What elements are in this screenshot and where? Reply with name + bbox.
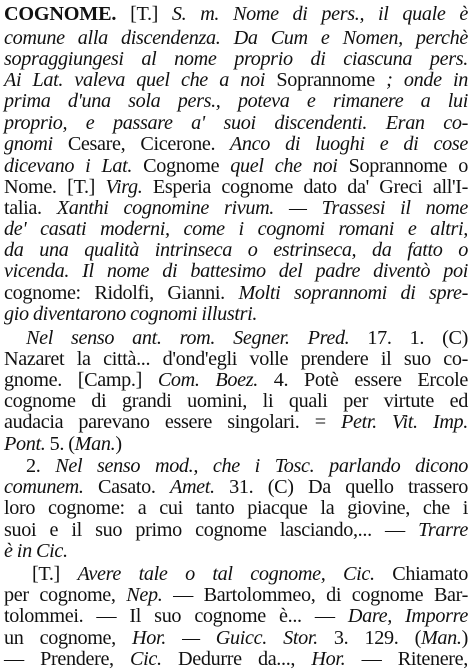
- text-run: Trarre: [418, 519, 468, 541]
- text-run: [T.]: [32, 563, 78, 585]
- text-line: [4, 89, 468, 113]
- text-line: [4, 604, 468, 628]
- text-run: — Bartolommeo, di cognome Bar-: [162, 584, 469, 606]
- text-run: — Ritenere,: [345, 648, 468, 670]
- text-run: gnome. [Camp.]: [4, 369, 158, 391]
- text-line: [4, 410, 468, 434]
- text-run: [T.]: [116, 3, 172, 25]
- text-run: Nome. [T.]: [4, 176, 106, 198]
- text-run: è in Cic.: [4, 540, 68, 562]
- text-run: Xanthi cognomine rivum. — Trassesi il nome: [56, 197, 468, 219]
- text-run: Soprannome: [276, 69, 375, 91]
- text-run: Nel senso mod., che i Tosc. parlando dicono: [55, 455, 468, 477]
- text-run: Nep.: [126, 584, 163, 606]
- text-run: Man.: [74, 433, 116, 455]
- text-run: Com. Boez.: [157, 369, 258, 391]
- text-run: quel che noi: [219, 155, 349, 177]
- text-line: [4, 259, 468, 283]
- text-run: Molti soprannomi di spre-: [238, 282, 469, 304]
- text-run: dicevano i Lat.: [4, 155, 144, 177]
- text-run: da una qualità intrinseca o estrinseca, da fatto o: [4, 239, 468, 261]
- text-run: Anco di luoghi e di cose: [215, 133, 468, 155]
- headword: COGNOME.: [4, 3, 117, 25]
- text-run: Virg.: [105, 176, 143, 198]
- text-run: Nel senso ant. rom. Segner. Pred.: [26, 327, 350, 349]
- text-run: Hor.: [311, 648, 346, 670]
- text-line: [4, 496, 468, 520]
- text-run: talia.: [4, 197, 57, 219]
- dictionary-entry: [4, 2, 469, 670]
- text-run: Esperia cognome dato da' Greci all'I-: [142, 176, 468, 198]
- text-run: Soprannome o: [348, 155, 468, 177]
- text-run: proprio, e passare a' suoi discendenti. Eran co-: [4, 112, 468, 134]
- text-line: [4, 432, 468, 456]
- text-line: [4, 647, 468, 671]
- text-run: Nazaret la città... d'ond'egli volle prendere il suo co-: [4, 348, 468, 370]
- text-run: Cognome: [143, 155, 220, 177]
- text-run: de' casati moderni, come i cognomi romani e altri,: [4, 218, 468, 240]
- text-run: 5. (: [45, 433, 75, 455]
- text-run: ; onde in: [374, 69, 468, 91]
- text-run: — Prendere,: [4, 648, 131, 670]
- text-run: suoi e il suo primo cognome lasciando,... —: [4, 519, 419, 541]
- text-run: prima d'una sola pers., poteva e rimanere a lui: [4, 90, 468, 112]
- text-run: Casato.: [83, 476, 170, 498]
- text-run: ): [115, 433, 122, 455]
- text-run: Cesare, Cicerone.: [67, 133, 216, 155]
- text-run: comunem.: [4, 476, 84, 498]
- text-line: [4, 132, 468, 156]
- text-run: Petr. Vit. Imp.: [340, 411, 469, 433]
- text-run: audacia parevano essere singolari. =: [4, 411, 341, 433]
- text-run: Cic.: [130, 648, 162, 670]
- text-line: [4, 302, 468, 326]
- text-run: cognome: Ridolfi, Gianni.: [4, 282, 239, 304]
- text-run: Avere tale o tal cognome, Cic.: [77, 563, 375, 585]
- text-run: cognome di grandi uomini, li quali per virtute ed: [4, 390, 468, 412]
- text-run: loro cognome: a cui tanto piacque la giovine, che i: [4, 497, 468, 519]
- text-run: 17. 1. (C): [349, 327, 469, 349]
- text-run: gnomi: [4, 133, 68, 155]
- text-run: Dare, Imporre: [347, 605, 469, 627]
- text-run: Man.: [420, 627, 462, 649]
- text-run: per cognome,: [4, 584, 127, 606]
- text-run: Ai Lat. valeva quel che a noi: [4, 69, 277, 91]
- text-run: ): [461, 627, 468, 649]
- text-run: vicenda. Il nome di battesimo del padre diventò poi: [4, 260, 468, 282]
- text-run: 4. Potè essere Ercole: [257, 369, 468, 391]
- text-run: comune alla discendenza. Da Cum e Nomen, perchè: [4, 27, 468, 49]
- text-run: sopraggiungesi al nome proprio di ciascuna pers.: [4, 48, 468, 70]
- text-run: Chiamato: [374, 563, 469, 585]
- text-run: tolommei. — Il suo cognome è... —: [4, 605, 348, 627]
- text-run: Amet.: [169, 476, 215, 498]
- text-line: [4, 539, 468, 563]
- text-run: 31. (C) Da quello trassero: [214, 476, 468, 498]
- text-run: S. m. Nome di pers., il quale è: [171, 3, 468, 25]
- text-run: 3. 129. (: [317, 627, 421, 649]
- text-run: Pont.: [4, 433, 46, 455]
- text-run: Hor. — Guicc. Stor.: [132, 627, 318, 649]
- text-run: un cognome,: [4, 627, 132, 649]
- text-run: gio diventarono cognomi illustri.: [4, 303, 258, 325]
- text-line: [4, 2, 468, 26]
- text-run: Dedurre da...,: [161, 648, 312, 670]
- text-run: 2.: [26, 455, 56, 477]
